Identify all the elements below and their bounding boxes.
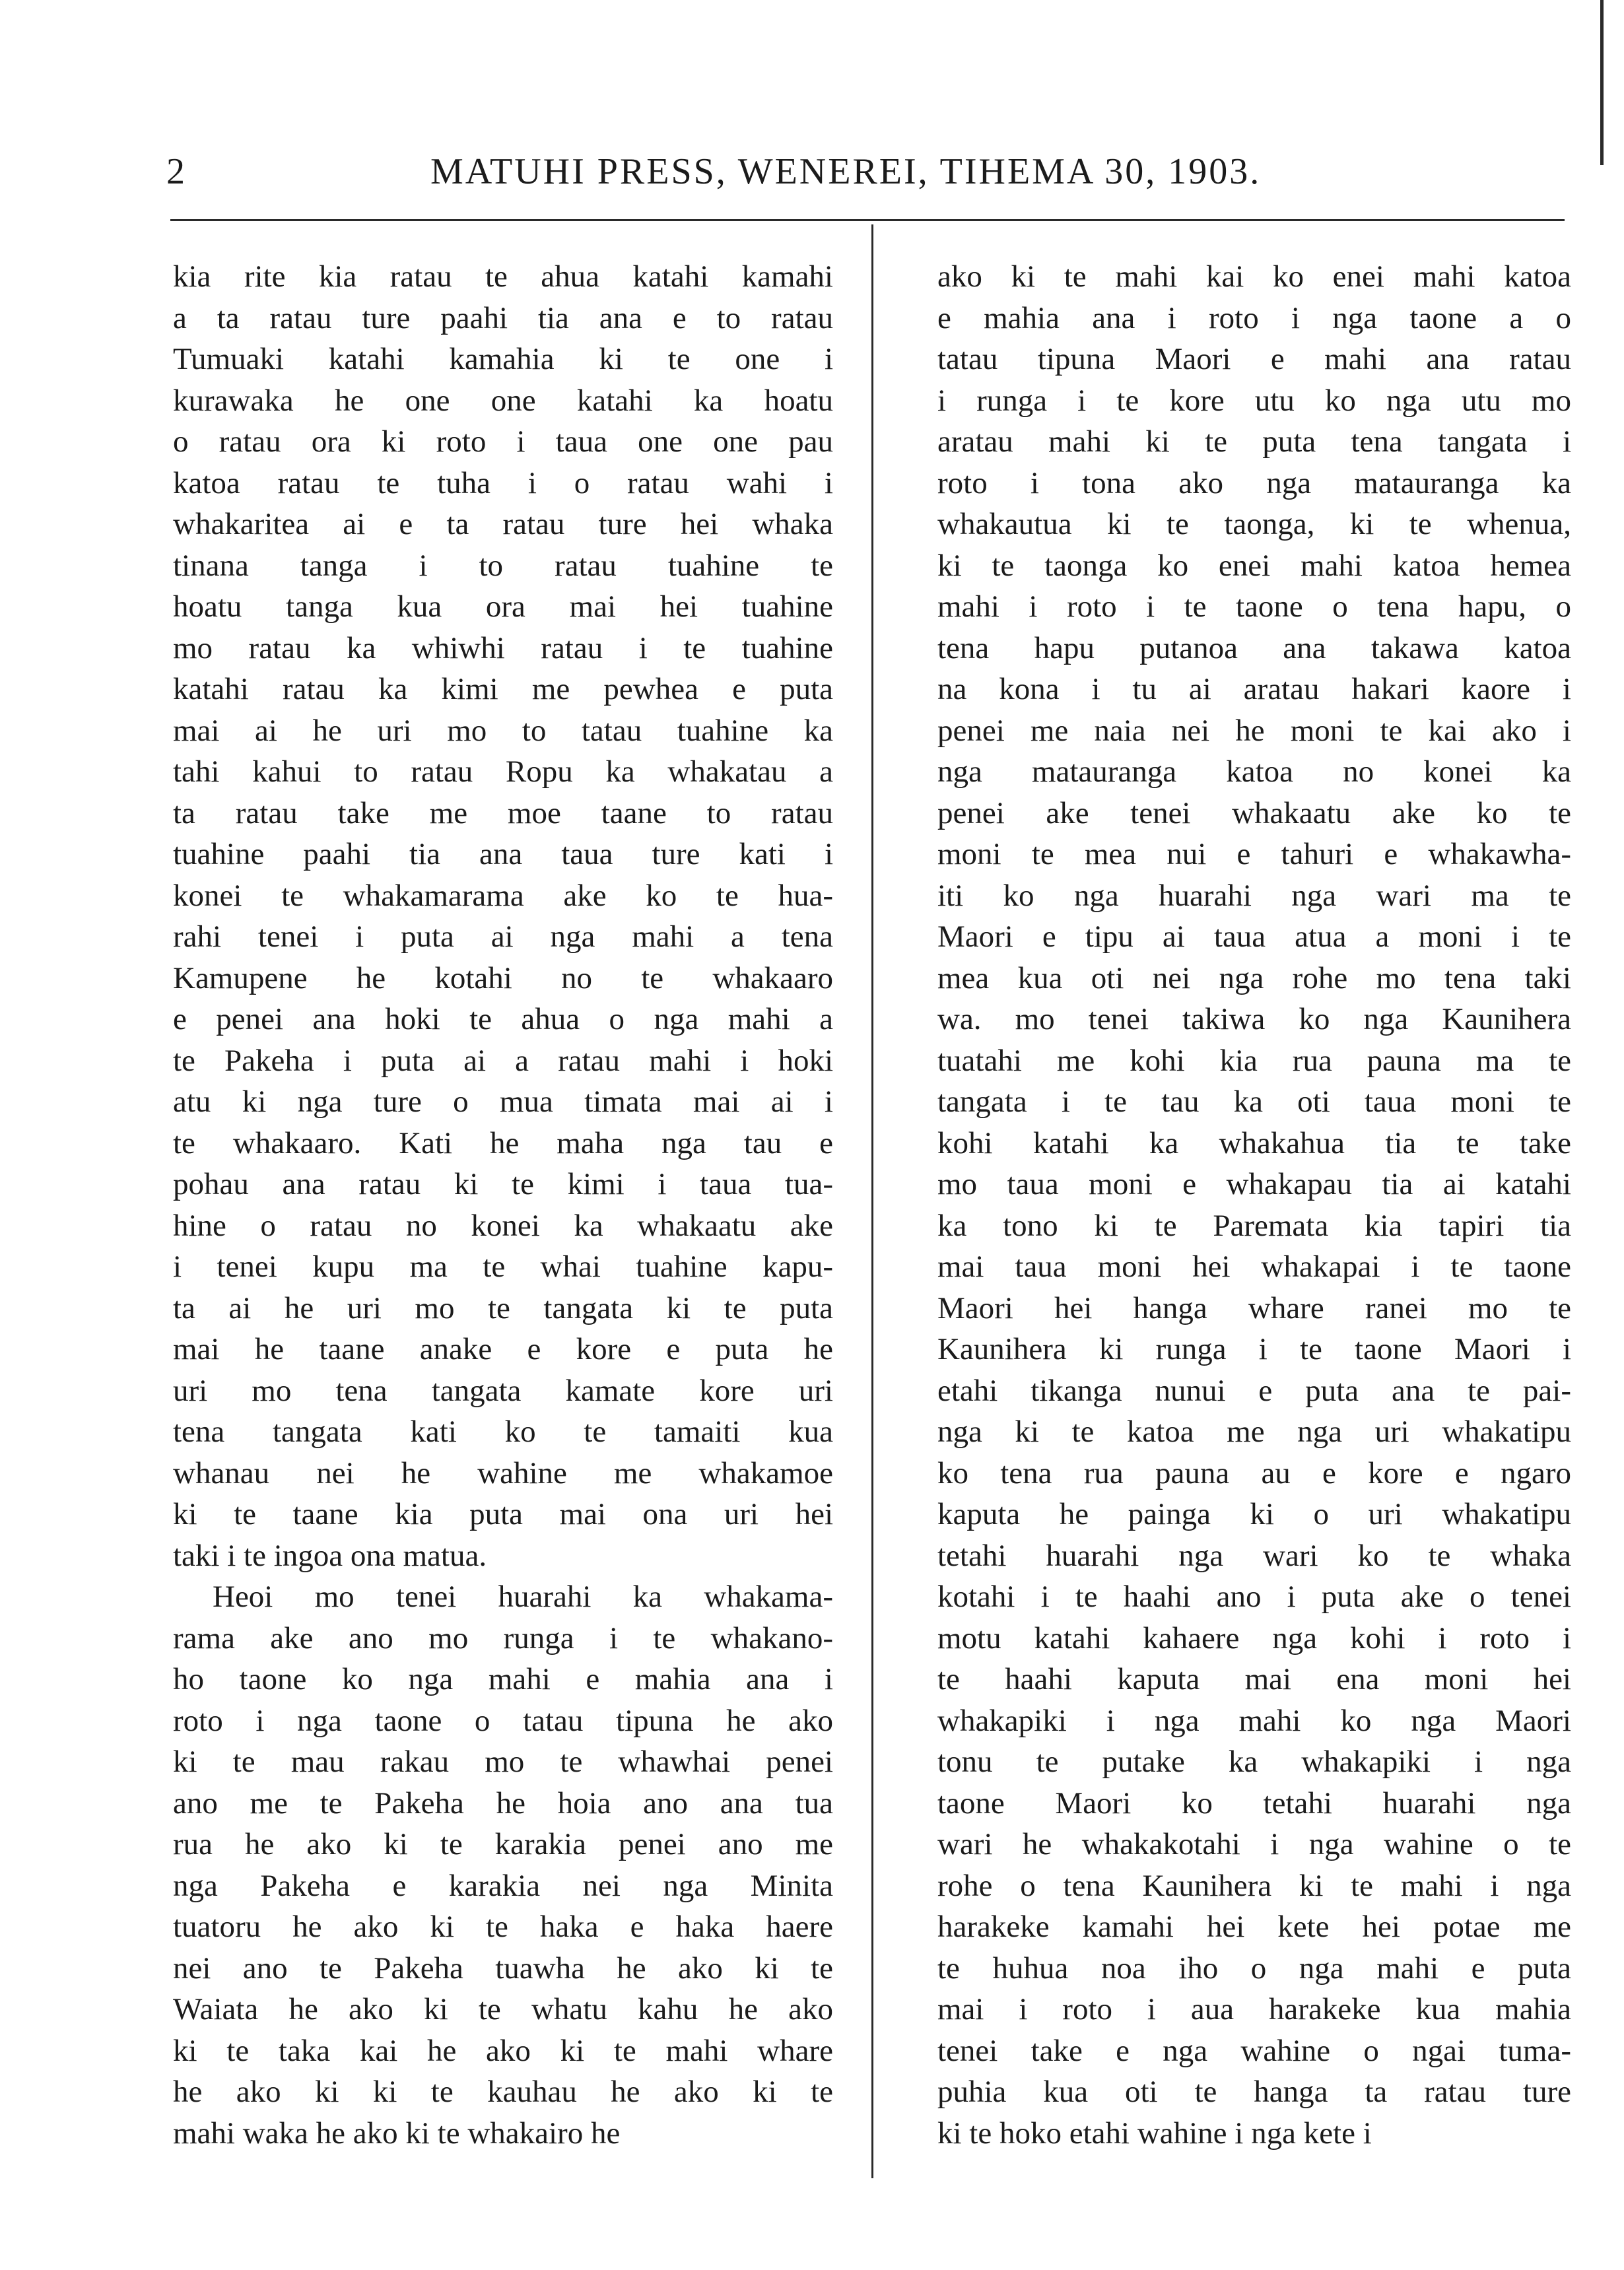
text-line: ki te taka kai he ako ki te mahi whare [173, 2033, 833, 2068]
text-line: uri mo tena tangata kamate kore uri [173, 1373, 833, 1408]
text-line: mo taua moni e whakapau tia ai katahi [937, 1167, 1571, 1201]
text-line: ta ai he uri mo te tangata ki te puta [173, 1290, 833, 1325]
text-line: tena hapu putanoa ana takawa katoa [937, 630, 1571, 665]
text-line: motu katahi kahaere nga kohi i roto i [937, 1620, 1571, 1655]
text-line: Waiata he ako ki te whatu kahu he ako [173, 1992, 833, 2026]
text-line: wari he whakakotahi i nga wahine o te [937, 1827, 1571, 1861]
text-line: rua he ako ki te karakia penei ano me [173, 1827, 833, 1861]
left-column [173, 256, 833, 2154]
text-line: a ta ratau ture paahi tia ana e to ratau [173, 300, 833, 335]
text-line: tuatahi me kohi kia rua pauna ma te [937, 1043, 1571, 1078]
text-line: whakaritea ai e ta ratau ture hei whaka [173, 507, 833, 541]
text-line: tenei take e nga wahine o ngai tuma- [937, 2033, 1571, 2068]
text-line: rohe o tena Kaunihera ki te mahi i nga [937, 1868, 1571, 1903]
text-line: te whakaaro. Kati he maha nga tau e [173, 1125, 833, 1160]
right-column [937, 256, 1571, 2154]
text-line: tangata i te tau ka oti taua moni te [937, 1085, 1571, 1119]
text-line: ki te taonga ko enei mahi katoa hemea [937, 548, 1571, 583]
text-line: taone Maori ko tetahi huarahi nga [937, 1786, 1571, 1820]
text-line: Kamupene he kotahi no te whakaaro [173, 960, 833, 995]
text-line: ano me te Pakeha he hoia ano ana tua [173, 1786, 833, 1820]
text-line: ki te hoko etahi wahine i nga kete i [937, 2116, 1372, 2151]
text-line: kaputa he painga ki o uri whakatipu [937, 1497, 1571, 1531]
text-line: te Pakeha i puta ai a ratau mahi i hoki [173, 1043, 833, 1078]
text-line: te huhua noa iho o nga mahi e puta [937, 1951, 1571, 1986]
text-line: na kona i tu ai aratau hakari kaore i [937, 672, 1571, 706]
text-line: pohau ana ratau ki te kimi i taua tua- [173, 1167, 833, 1201]
text-line: rama ake ano mo runga i te whakano- [173, 1620, 833, 1655]
text-line: penei me naia nei he moni te kai ako i [937, 713, 1571, 748]
text-line: tena tangata kati ko te tamaiti kua [173, 1415, 833, 1449]
text-line: roto i tona ako nga matauranga ka [937, 465, 1571, 500]
text-line: Tumuaki katahi kamahia ki te one i [173, 342, 833, 376]
text-line: roto i nga taone o tatau tipuna he ako [173, 1703, 833, 1738]
text-line: ki te mau rakau mo te whawhai penei [173, 1745, 833, 1779]
text-line: nga ki te katoa me nga uri whakatipu [937, 1415, 1571, 1449]
text-line: tatau tipuna Maori e mahi ana ratau [937, 342, 1571, 376]
text-line: e penei ana hoki te ahua o nga mahi a [173, 1002, 833, 1036]
text-line: o ratau ora ki roto i taua one one pau [173, 424, 833, 459]
text-line: moni te mea nui e tahuri e whakawha- [937, 837, 1571, 871]
text-line: katahi ratau ka kimi me pewhea e puta [173, 672, 833, 706]
text-line: tuatoru he ako ki te haka e haka haere [173, 1910, 833, 1944]
text-line: Maori e tipu ai taua atua a moni i te [937, 919, 1571, 954]
text-line: kotahi i te haahi ano i puta ake o tenei [937, 1580, 1571, 1614]
text-line: tonu te putake ka whakapiki i nga [937, 1745, 1571, 1779]
text-line: ka tono ki te Paremata kia tapiri tia [937, 1208, 1571, 1243]
text-line: mahi i roto i te taone o tena hapu, o [937, 589, 1571, 624]
text-line: mai ai he uri mo to tatau tuahine ka [173, 713, 833, 748]
text-line: rahi tenei i puta ai nga mahi a tena [173, 919, 833, 954]
text-line: ta ratau take me moe taane to ratau [173, 795, 833, 830]
text-line: whanau nei he wahine me whakamoe [173, 1455, 833, 1490]
text-line: atu ki nga ture o mua timata mai ai i [173, 1085, 833, 1119]
text-line: konei te whakamarama ake ko te hua- [173, 878, 833, 913]
text-line: nga matauranga katoa no konei ka [937, 754, 1571, 789]
text-line: kurawaka he one one katahi ka hoatu [173, 383, 833, 418]
text-line: mai he taane anake e kore e puta he [173, 1332, 833, 1366]
text-line: hine o ratau no konei ka whakaatu ake [173, 1208, 833, 1243]
text-line: nei ano te Pakeha tuawha he ako ki te [173, 1951, 833, 1986]
text-line: mai taua moni hei whakapai i te taone [937, 1250, 1571, 1284]
text-line: mai i roto i aua harakeke kua mahia [937, 1992, 1571, 2026]
text-line: penei ake tenei whakaatu ake ko te [937, 795, 1571, 830]
text-line: ki te taane kia puta mai ona uri hei [173, 1497, 833, 1531]
page-header [166, 150, 1573, 197]
text-line: iti ko nga huarahi nga wari ma te [937, 878, 1571, 913]
text-line: e mahia ana i roto i nga taone a o [937, 300, 1571, 335]
text-line: tuahine paahi tia ana taua ture kati i [173, 837, 833, 871]
text-line: whakautua ki te taonga, ki te whenua, [937, 507, 1571, 541]
text-line: ho taone ko nga mahi e mahia ana i [173, 1662, 833, 1696]
running-title: MATUHI PRESS, WENEREI, TIHEMA 30, 1903. [430, 151, 1262, 192]
text-line: Maori hei hanga whare ranei mo te [937, 1290, 1571, 1325]
text-line: Kaunihera ki runga i te taone Maori i [937, 1332, 1571, 1366]
text-line: te haahi kaputa mai ena moni hei [937, 1662, 1571, 1696]
text-line: wa. mo tenei takiwa ko nga Kaunihera [937, 1002, 1571, 1036]
text-line: kia rite kia ratau te ahua katahi kamahi [173, 259, 833, 294]
column-divider [871, 224, 873, 2178]
text-line: ako ki te mahi kai ko enei mahi katoa [937, 259, 1571, 294]
text-line: aratau mahi ki te puta tena tangata i [937, 424, 1571, 459]
text-line: i runga i te kore utu ko nga utu mo [937, 383, 1571, 418]
header-rule [170, 219, 1565, 221]
text-line: nga Pakeha e karakia nei nga Minita [173, 1868, 833, 1903]
text-line: tahi kahui to ratau Ropu ka whakatau a [173, 754, 833, 789]
text-line: mo ratau ka whiwhi ratau i te tuahine [173, 630, 833, 665]
text-line: mahi waka he ako ki te whakairo he [173, 2116, 621, 2151]
page-number: 2 [166, 151, 187, 192]
text-line: whakapiki i nga mahi ko nga Maori [937, 1703, 1571, 1738]
text-line: he ako ki ki te kauhau he ako ki te [173, 2075, 833, 2109]
text-line: mea kua oti nei nga rohe mo tena taki [937, 960, 1571, 995]
text-line: tinana tanga i to ratau tuahine te [173, 548, 833, 583]
text-line: tetahi huarahi nga wari ko te whaka [937, 1538, 1571, 1573]
text-line: harakeke kamahi hei kete hei potae me [937, 1910, 1571, 1944]
text-line: katoa ratau te tuha i o ratau wahi i [173, 465, 833, 500]
text-line: i tenei kupu ma te whai tuahine kapu- [173, 1250, 833, 1284]
text-line: kohi katahi ka whakahua tia te take [937, 1125, 1571, 1160]
text-line: etahi tikanga nunui e puta ana te pai- [937, 1373, 1571, 1408]
text-line: hoatu tanga kua ora mai hei tuahine [173, 589, 833, 624]
page-edge-shadow [1600, 0, 1604, 165]
text-line: ko tena rua pauna au e kore e ngaro [937, 1455, 1571, 1490]
text-line: taki i te ingoa ona matua. [173, 1538, 487, 1573]
text-line: puhia kua oti te hanga ta ratau ture [937, 2075, 1571, 2109]
text-line: Heoi mo tenei huarahi ka whakama- [213, 1580, 833, 1614]
